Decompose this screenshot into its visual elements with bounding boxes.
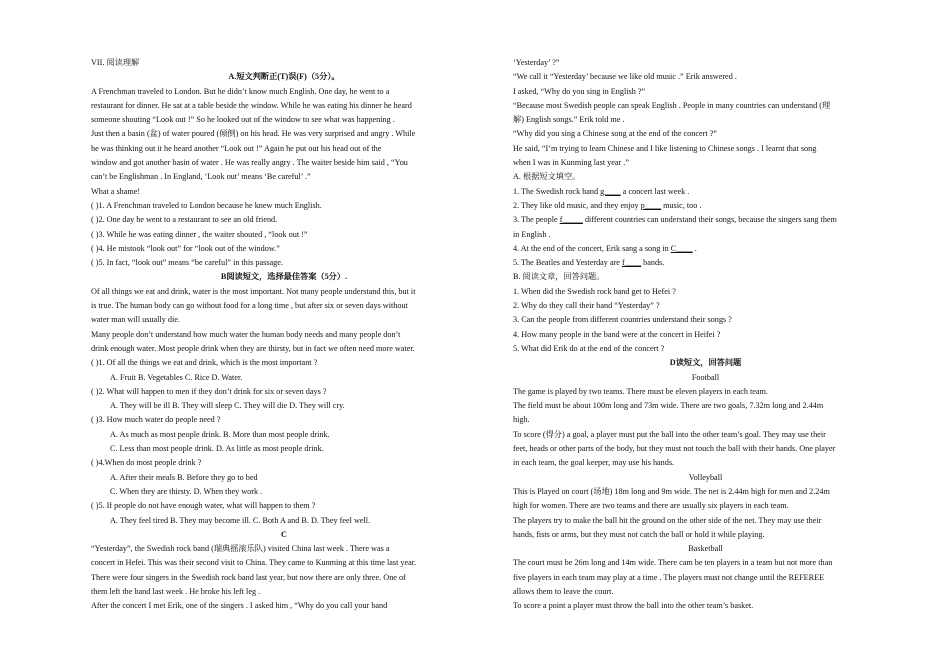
passage-line: window and got another basin of water . He was really angry . The waiter beside him said , “You <box>91 158 408 168</box>
section-title: VII. 阅读理解 <box>91 58 140 67</box>
passage-line: water man will usually die. <box>91 315 180 325</box>
answer-question: 1. When did the Swedish rock band get to Hefei ? <box>513 286 676 296</box>
passage-line: five players in each team may play at a time . The players must not change until the REFEREE <box>513 572 825 582</box>
passage-line: A Frenchman traveled to London. But he didn’t know much English. One day, he went to a <box>91 86 390 96</box>
mc-options: A. As much as most people drink. B. More than most people drink. <box>110 429 330 439</box>
fill-blank-item <box>513 242 898 256</box>
right-column <box>513 56 898 614</box>
passage-a <box>91 85 477 199</box>
fill-blank: g____ <box>600 186 621 196</box>
fill-text: 3. The people <box>513 215 560 225</box>
passage-line: allows them to leave the court. <box>513 586 614 596</box>
fill-blank: p____ <box>640 200 662 210</box>
passage-line: he was thinking out it he heard another “Look out !” Again he put out his head out of the <box>91 143 382 153</box>
tf-questions <box>91 199 477 270</box>
passage-line: “Why did you sing a Chinese song at the end of the concert ?” <box>513 129 717 139</box>
passage-line: someone shouting “Look out !” So he looked out of the window to see what was happening . <box>91 115 395 125</box>
mc-question: ( )5. If people do not have enough water, what will happen to them ? <box>91 501 316 511</box>
part-a-heading: A.短文判断正(T)误(F)（5分）。 <box>228 72 340 82</box>
mc-options: A. After their meals B. Before they go to bed <box>110 472 258 482</box>
passage-line: The field must be about 100m long and 73m wide. There are two goals, 7.32m long and 2.44m <box>513 401 824 411</box>
fill-blank-item <box>513 199 898 213</box>
fill-blank-title: A. 根据短文填空。 <box>513 172 581 182</box>
fill-text: different countries can understand their songs, because the singers sang them <box>582 215 837 225</box>
passage-line: restaurant for dinner. He sat at a table beside the window. While he was eating his dinner he heard <box>91 100 412 110</box>
fill-blank-item <box>513 213 898 227</box>
passage-line: After the concert I met Erik, one of the singers . I asked him , “Why do you call your band <box>91 601 388 611</box>
passage-line: The court must be 26m long and 14m wide. There cam be ten players in a team but not more than <box>513 558 833 568</box>
mc-options: C. When they are thirsty. D. When they work . <box>110 486 263 496</box>
passage-line: high for women. There are two teams and there are usually six players in each team. <box>513 501 789 511</box>
passage-line: when I was in Kunming last year .” <box>513 158 629 168</box>
passage-line: I asked, “Why do you sing in English ?” <box>513 86 646 96</box>
passage-line: “We call it “Yesterday’ because we like old music .” Erik answered . <box>513 72 737 82</box>
passage-line: Of all things we eat and drink, water is the most important. Not many people understand this, but it <box>91 286 416 296</box>
part-b-heading: B阅读短文，选择最佳答案（5分）. <box>220 272 348 282</box>
passage-line: “Because most Swedish people can speak English . People in many countries can understand (理 <box>513 100 831 110</box>
mc-question: ( )2. What will happen to men if they don’t drink for six or seven days ? <box>91 386 327 396</box>
mc-options: A. They feel tired B. They may become ill. C. Both A and B. D. They feel well. <box>110 515 371 525</box>
tf-question: ( )5. In fact, “look out” means “be careful” in this passage. <box>91 258 283 268</box>
passage-line: can’t be Englishman . In England, ‘Look out’ means ‘Be careful’ .” <box>91 172 311 182</box>
passage-b <box>91 285 477 356</box>
fill-blank-questions <box>513 185 898 271</box>
mc-question: ( )3. How much water do people need ? <box>91 415 221 425</box>
answer-question: 5. What did Erik do at the end of the concert ? <box>513 343 665 353</box>
fill-blank: f_____ <box>559 215 583 225</box>
fill-blank-item <box>513 256 898 270</box>
passage-line: The players try to make the ball hit the ground on the other side of the net. They may use their <box>513 515 822 525</box>
answer-questions <box>513 285 898 356</box>
passage-line: There were four singers in the Swedish rock band last year, but now there are only three. One of <box>91 572 406 582</box>
answer-question: 4. How many people in the band were at the concert in Heifei ? <box>513 329 721 339</box>
volleyball-passage <box>513 485 898 542</box>
answer-question: 3. Can the people from different countries understand their songs ? <box>513 315 732 325</box>
passage-line: What a shame! <box>91 186 141 196</box>
part-d-heading: D读短文，回答问题 <box>669 358 742 368</box>
fill-blank: f____ <box>621 258 642 268</box>
part-c-heading: C <box>281 529 287 539</box>
fill-blank: C____ <box>670 243 693 253</box>
left-column <box>91 56 477 614</box>
passage-line: high. <box>513 415 530 425</box>
passage-line: “Yesterday”, the Swedish rock band (瑞典摇滚乐队) visited China last week . There was a <box>91 544 390 554</box>
mc-questions <box>91 356 477 528</box>
answer-questions-title: B. 阅读文章，回答问题。 <box>513 272 605 282</box>
passage-line: is true. The human body can go without food for a long time , but after six or seven days without <box>91 301 408 311</box>
mc-question: ( )4.When do most people drink ? <box>91 458 202 468</box>
passage-line: in each team, the goal keeper, may use his hands. <box>513 458 675 468</box>
passage-line: feet, heads or other parts of the body, but they must not touch the ball with their hands. One player <box>513 444 836 454</box>
basketball-title: Basketball <box>688 544 723 554</box>
fill-text: a concert last week . <box>620 186 690 196</box>
fill-text: 2. They like old music, and they enjoy <box>513 200 641 210</box>
volleyball-title: Volleyball <box>688 472 723 482</box>
passage-line: hands, fists or arms, but they must not catch the ball or hold it while playing. <box>513 529 765 539</box>
tf-question: ( )3. While he was eating dinner , the waiter shouted , “look out !” <box>91 229 308 239</box>
tf-question: ( )1. A Frenchman traveled to London because he knew much English. <box>91 200 322 210</box>
basketball-passage <box>513 556 898 613</box>
passage-line: concert in Hefei. This was their second visit to China. They came to Kunming at this time last year. <box>91 558 417 568</box>
passage-line: drink enough water. Most people drink when they are thirsty, but in fact we often need more water. <box>91 343 415 353</box>
passage-line: He said, “I’m trying to learn Chinese and I like listening to Chinese songs . I learnt that song <box>513 143 817 153</box>
passage-line: This is Played on court (场地) 18m long and 9m wide. The net is 2.44m high for men and 2.24m <box>513 486 830 496</box>
answer-question: 2. Why do they call their band “Yesterday” ? <box>513 301 660 311</box>
tf-question: ( )2. One day he went to a restaurant to see an old friend. <box>91 215 278 225</box>
passage-line: ‘Yesterday’ ?” <box>513 58 560 67</box>
passage-c <box>91 542 477 613</box>
football-passage <box>513 385 898 471</box>
mc-options: A. They will be ill B. They will sleep C. They will die D. They will cry. <box>110 401 345 411</box>
passage-line: Many people don’t understand how much water the human body needs and many people don’t <box>91 329 401 339</box>
fill-text: 4. At the end of the concert, Erik sang a song in <box>513 243 671 253</box>
fill-blank-item <box>513 185 898 199</box>
fill-text: 5. The Beatles and Yesterday are <box>513 258 622 268</box>
mc-question: ( )1. Of all the things we eat and drink, which is the most important ? <box>91 358 318 368</box>
passage-line: Just then a basin (盆) of water poured (倾倒) on his head. He was very surprised and angry . While <box>91 129 416 139</box>
passage-line: them left the band last week . He broke his left leg . <box>91 586 261 596</box>
mc-options: A. Fruit B. Vegetables C. Rice D. Water. <box>110 372 243 382</box>
passage-line: The game is played by two teams. There must be eleven players in each team. <box>513 386 768 396</box>
fill-blank-item <box>513 228 898 242</box>
football-title: Football <box>691 372 720 382</box>
passage-c-continued <box>513 56 898 170</box>
tf-question: ( )4. He mistook “look out” for “look out of the window.” <box>91 243 280 253</box>
fill-text: 1. The Swedish rock band <box>513 186 601 196</box>
passage-line: To score a point a player must throw the ball into the other team’s basket. <box>513 601 754 611</box>
passage-line: 解) English songs.” Erik told me . <box>513 115 625 125</box>
fill-text: music, too . <box>661 200 702 210</box>
fill-text: . <box>692 243 697 253</box>
passage-line: To score (得分) a goal, a player must put the ball into the other team’s goal. They may use their <box>513 429 826 439</box>
fill-text: bands. <box>641 258 665 268</box>
fill-text: in English . <box>513 229 551 239</box>
mc-options: C. Less than most people drink. D. As little as most people drink. <box>110 444 324 454</box>
